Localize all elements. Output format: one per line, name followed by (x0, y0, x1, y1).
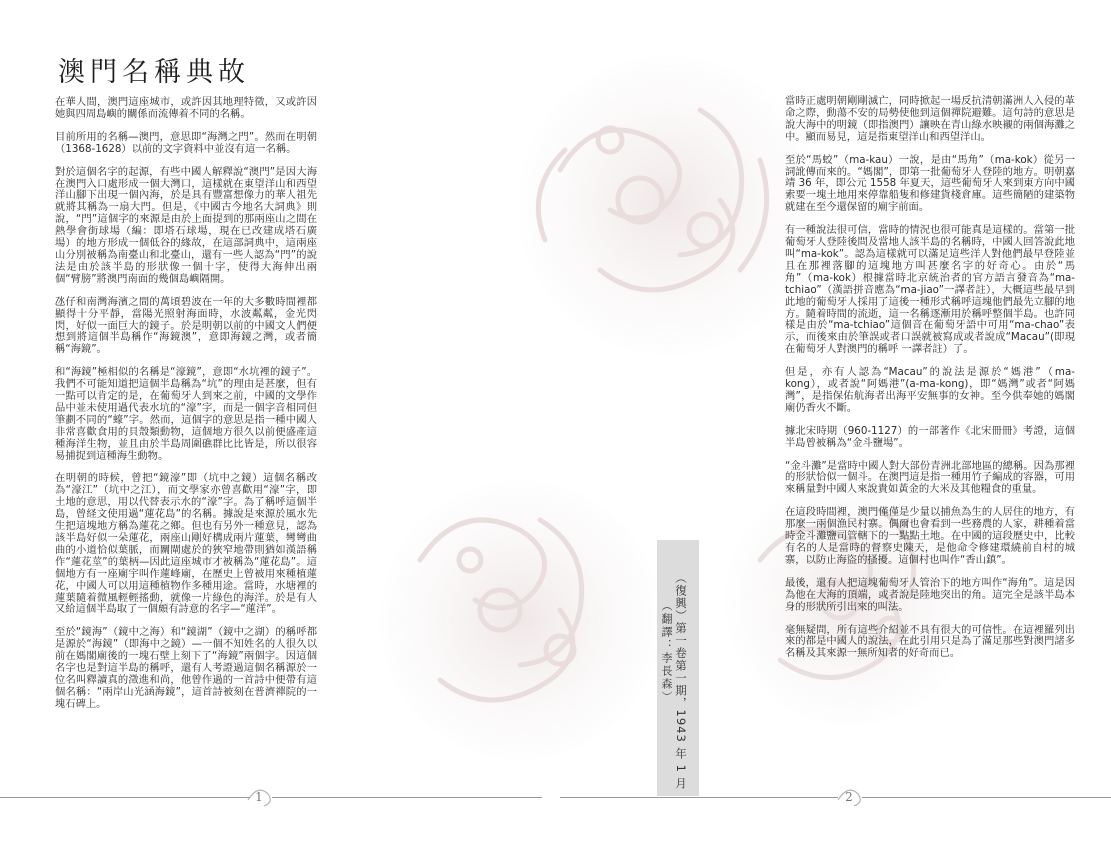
translator-credit: （翻譯：李長森） (660, 600, 673, 704)
paragraph: 在這段時間裡，澳門僅僅是少量以捕魚為生的人居住的地方，有那麼一兩個漁民村寨。偶爾也會看到一些務農的人家，耕種着當時金斗灘鹽司管轄下的一點點土地。在中國的這段歷史中，比較有名的人是當時的督察史陳天，是他命令修建環繞前自村的城寨，以防止海盜的搔擾。這個村也叫作“香山鎮”。 (785, 506, 1075, 566)
page-number-left: 1 (255, 790, 263, 804)
paragraph: 目前所用的名稱—澳門，意思即“海灣之門”。然而在明朝（1368-1628）以前的文字資料中並沒有這一名稱。 (55, 130, 317, 155)
paragraph: 在華人間，澳門這座城市，或許因其地理特徵，又或許因她與四周島嶼的關係而流傳着不同的名稱。 (55, 96, 317, 120)
left-column (55, 97, 317, 722)
footer-rule-left-2 (272, 797, 542, 798)
paragraph: 最後，還有人把這塊葡萄牙人管治下的地方叫作“海角”。這是因為他在大海的頂端，或者說是陸地突出的角。這完全是該半島本身的形狀所引出來的叫法。 (785, 576, 1075, 613)
publication-info: （復興）第一卷第一期，1943 年 1 月 (674, 572, 688, 791)
paragraph: 有一種說法很可信，當時的情況也很可能真是這樣的。當第一批葡萄牙人登陸後問及當地人該半島的名稱時，中國人回答說此地叫“ma-kok”。認為這樣就可以滿足這些洋人對他們最早登陸並且在那裡落腳的這塊地方叫甚麼名字的好奇心。由於“馬角”（ma-kok）根據當時北京統治者的官方語言發音為“ma-tchiao”（漢語拼音應為“ma-jiao”一譯者註），大概這些最早到此地的葡萄牙人採用了這後一種形式稱呼這塊他們最先立腳的地方。隨着時間的流逝，這一名稱逐漸用於稱呼整個半島。也許同樣是由於“ma-tchiao”這個音在葡萄牙語中可用“ma-chao”表示，而後來由於筆誤或者口誤就被寫成或者說成“Macau”(即現在葡萄牙人對澳門的稱呼 一譯者註）了。 (785, 224, 1075, 356)
paragraph: 和“海鏡”極相似的名稱是“濠鏡”，意即“水坑裡的鏡子”。我們不可能知道把這個半島稱為“坑”的理由是甚麼，但有一點可以肯定的是，在葡萄牙人到來之前，中國的文學作品中並未使用過代表水坑的“濠”字，而是一個字音相同但筆劃不同的“蠔”字。然而，這個字的意思是指一種中國人非常喜歡食用的貝殼類動物，這個地方很久以前便盛產這種海洋生物，並且由於半島周圍礁群比比皆是，所以很容易捕捉到這種海生動物。 (55, 366, 317, 462)
page-number-right: 2 (845, 790, 853, 804)
right-column (785, 96, 1075, 671)
page-title: 澳門名稱典故 (58, 57, 250, 88)
paragraph: 據北宋時期（960-1127）的一部著作《北宋冊冊》考證，這個半島曾被稱為“金斗鹽場”。 (785, 424, 1075, 449)
paragraph: 對於這個名字的起源，有些中國人解釋說“澳門”是因大海在澳門入口處形成一個大灣口，這樣就在東望洋山和西望洋山腳下出現一個內海，於是具有豐富想像力的華人祖先就將其稱為一扇大門。但是，《中國古今地名大詞典》則說，“門”這個字的來源是由於上面提到的那兩座山之間在熱學會街球場（編：即塔石球場，現在已改建成塔石廣場）的地方形成一個低谷的緣故，在這部詞典中，這兩座山分別被稱為南臺山和北臺山，還有一些人認為“門”的說法是由於該半島的形狀像一個十字，使得大海伸出兩個“臂膀”將澳門南面的幾個島嶼隔開。 (55, 165, 317, 285)
footer-rule-right (560, 797, 838, 798)
ornament-lower (380, 480, 660, 760)
ornament-upper (518, 55, 818, 355)
paragraph: 當時正處明朝剛剛滅亡，同時掀起一場反抗清朝滿洲人入侵的革命之際，動蕩不安的局勢使他到這個禪院避難。這句詩的意思是說大海中的明鏡（即指澳門）讓映在青山綠水映襯的兩個海灘之中。顯而易見，這是指東望洋山和西望洋山。 (785, 95, 1075, 143)
footer-rule-left (0, 797, 250, 798)
paragraph: 在明朝的時候，曾把“鏡濠”即（坑中之鏡）這個名稱改為“濠江”（坑中之江），而文學家亦曾喜歡用“濠”字，即土地的意思，用以代替表示水的“濠”字。為了稱呼這個半島，曾経文使用過“蓮花島”的名稱。據說是來源於風水先生把這塊地方稱為蓮花之鄉。但也有另外一種意見，認為該半島好似一朵蓮花，兩座山剛好構成兩片蓮葉，彎彎曲曲的小道恰似葉脈，而關閘處於的狹窄地帶則猶如漢語稱作“蓮花莖”的葉柄—因此這座城市才被稱為“蓮花島”。這個地方有一座廟宇叫作蓮峰廟，在歷史上曾被用來種植蓮花，中國人可以用這種植物作多種用途。當時，水塘裡的蓮葉隨着微風輕輕搖動，就像一片綠色的海洋。於是有人又給這個半島取了一個頗有詩意的名字—“蓮洋”。 (55, 472, 317, 616)
paragraph: 毫無疑問，所有這些介紹並不具有很大的可信性。在這裡羅列出來的都是中國人的說法，在此引用只是為了滿足那些對澳門諸多名稱及其來源一無所知者的好奇而已。 (785, 623, 1075, 660)
paragraph: 氹仔和南灣海濱之間的萬頃碧波在一年的大多數時間裡都顯得十分平靜，當陽光照射海面時，水波粼粼，金光閃閃，好似一面巨大的鏡子。於是明朝以前的中國文人們便想到將這個半島稱作“海鏡澳”，意即海鏡之灣，或者簡稱“海鏡”。 (55, 295, 317, 356)
paragraph: 至於“鏡海”（鏡中之海）和“鏡湖”（鏡中之湖）的稱呼都是源於“海鏡”（即海中之鏡）—一個不知姓名的人很久以前在媽閣廟後的一塊石壁上刻下了“海鏡”兩個字。因這個名字也是對這半島的稱呼，還有人考證過這個名稱源於一位名叫釋讀真的澂進和尚，他曾作過的一首詩中便帶有這個名稱：“兩岸山光涵海鏡”，這首詩被刻在普濟禪院的一塊石碑上。 (55, 626, 317, 710)
paragraph: 至於“馬蛟”（ma-kau）一說，是由“馬角”（ma-kok）從另一詞訛傳而來的。“媽閣”，即第一批葡萄牙人登陸的地方。明朝嘉靖 36 年，即公元 1558 年夏天，這些葡萄牙人來到東方向中國索要一塊土地用來停靠船隻和修建貨棧倉庫。這些簡陋的建築物就建在至今還保留的廟宇前面。 (785, 153, 1075, 214)
publication-strip (657, 540, 699, 796)
paragraph: “金斗灘”是當時中國人對大部份青洲北部地區的總稱。因為那裡的形狀恰似一個斗。在澳門這是指一種用竹子編成的容器，可用來稱量對中國人來說貴如黃金的大米及其他糧食的重量。 (785, 459, 1075, 496)
paragraph: 但是，亦有人認為“Macau”的說法是源於“媽港”（ma-kong），或者說“阿媽港”(a-ma-kong)，即“媽灣”或者“阿媽灣”，是指保佑航海者出海平安無事的女神。至今供奉她的媽閣廟仍香火不斷。 (785, 366, 1075, 414)
footer-rule-right-2 (862, 797, 1111, 798)
